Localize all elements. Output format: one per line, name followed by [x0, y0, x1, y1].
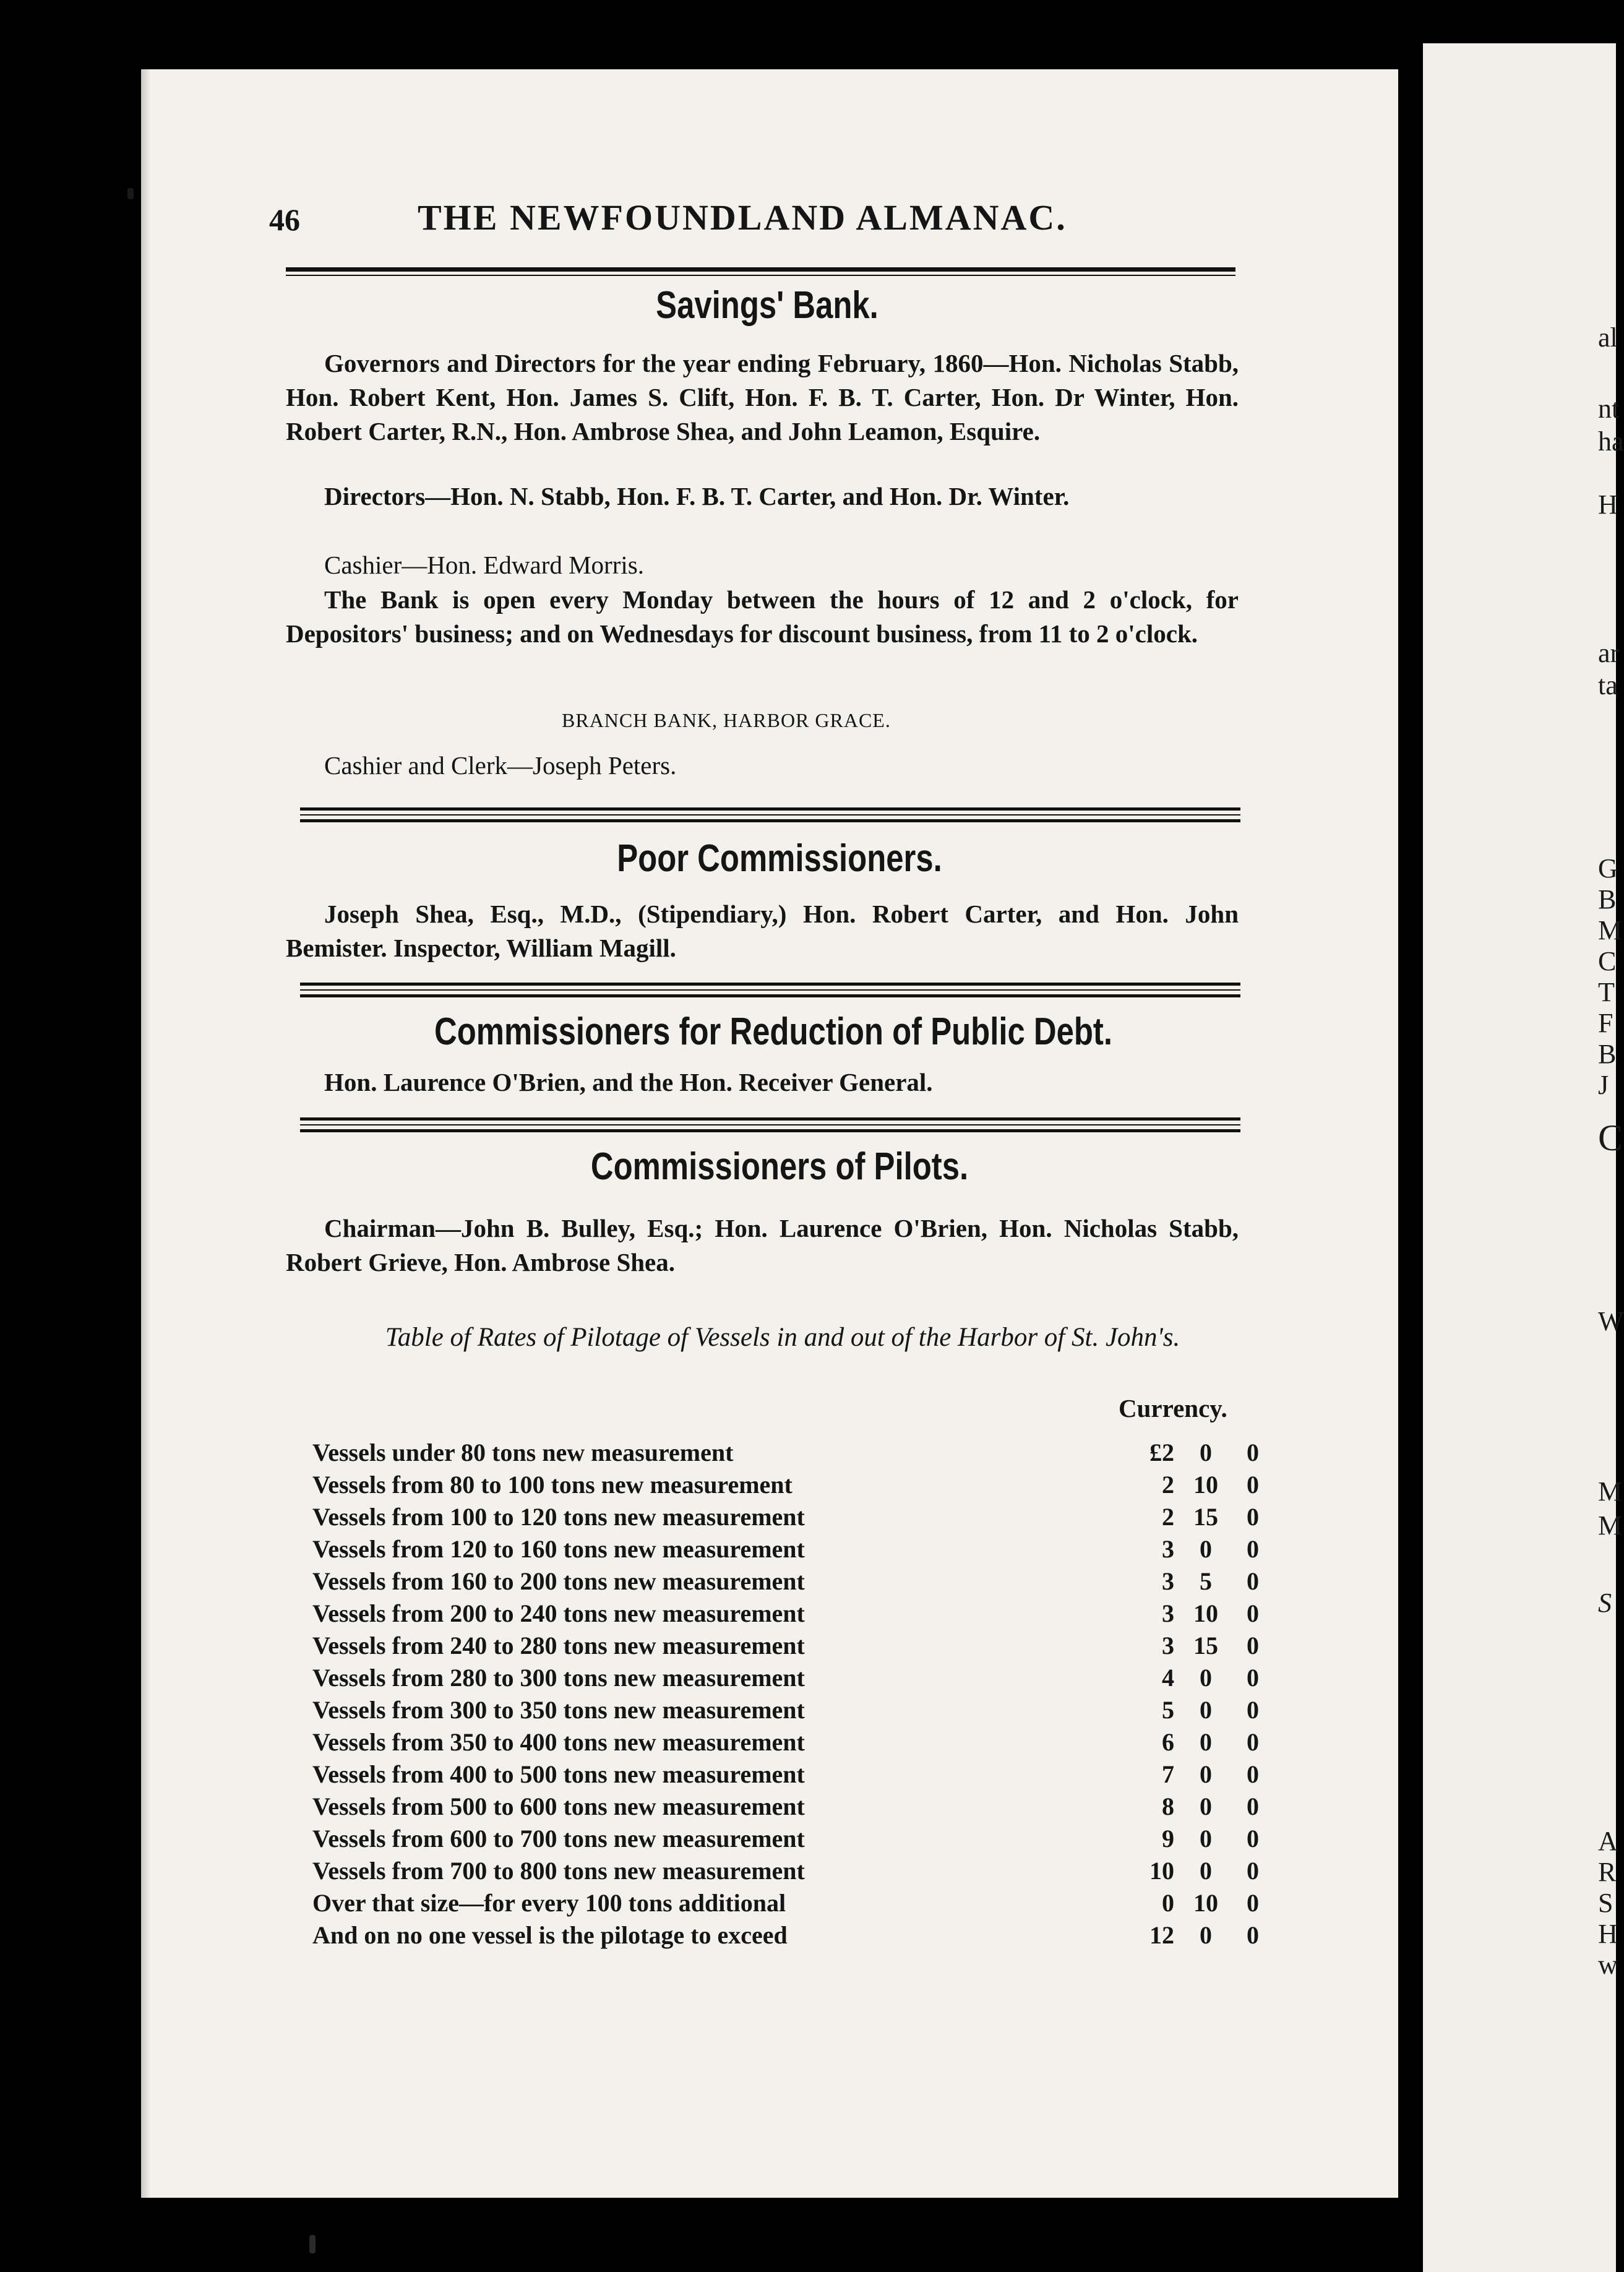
margin-mark: [127, 188, 134, 199]
rate-row: [312, 1630, 1278, 1662]
rate-pounds: 5: [1162, 1696, 1174, 1724]
rate-pounds: 3: [1162, 1567, 1174, 1595]
section-rule-thick: [300, 807, 1240, 811]
rate-pence: 0: [1247, 1728, 1259, 1756]
rate-shillings: 15: [1193, 1503, 1218, 1531]
rate-shillings: 0: [1200, 1825, 1212, 1852]
facing-fragment: M: [1598, 1476, 1623, 1507]
rate-pence: 0: [1247, 1760, 1259, 1788]
rate-pounds: 8: [1162, 1792, 1174, 1820]
rate-description: Vessels from 200 to 240 tons new measurement: [312, 1599, 805, 1627]
rate-shillings: 10: [1193, 1889, 1218, 1917]
rate-pounds: 7: [1162, 1760, 1174, 1788]
facing-fragment: w: [1598, 1950, 1618, 1980]
rate-pounds: £2: [1149, 1439, 1174, 1466]
rate-shillings: 0: [1200, 1696, 1212, 1724]
rate-shillings: 5: [1200, 1567, 1212, 1595]
header-rule-thin: [286, 275, 1235, 276]
rate-pence: 0: [1247, 1439, 1259, 1466]
rate-pence: 0: [1247, 1535, 1259, 1563]
section-rule-thick: [300, 1117, 1240, 1121]
pilotage-table-caption: Table of Rates of Pilotage of Vessels in and out of the Harbor of St. John's.: [385, 1323, 1180, 1352]
branch-bank-cashier: Cashier and Clerk—Joseph Peters.: [324, 751, 677, 780]
pilots-title: Commissioners of Pilots.: [590, 1145, 969, 1188]
pilotage-rate-table: [312, 1437, 1278, 1951]
facing-fragment: F: [1598, 1008, 1613, 1038]
rate-description: Vessels from 500 to 600 tons new measurement: [312, 1792, 805, 1820]
rate-pounds: 3: [1162, 1632, 1174, 1659]
facing-fragment: nt: [1598, 394, 1620, 424]
running-header: [269, 197, 1234, 240]
rate-row: [312, 1694, 1278, 1726]
rate-description: Vessels from 240 to 280 tons new measurement: [312, 1632, 805, 1659]
page-edge-shadow: [141, 69, 151, 2198]
savings-bank-title: Savings' Bank.: [656, 284, 879, 327]
rate-shillings: 0: [1200, 1535, 1212, 1563]
facing-fragment: A: [1598, 1826, 1618, 1856]
running-title: THE NEWFOUNDLAND ALMANAC.: [418, 197, 1067, 238]
rate-pence: 0: [1247, 1599, 1259, 1627]
rate-description: Vessels from 160 to 200 tons new measurement: [312, 1567, 805, 1595]
rate-description: Vessels under 80 tons new measurement: [312, 1439, 734, 1466]
rate-pence: 0: [1247, 1825, 1259, 1852]
rate-row: [312, 1855, 1278, 1887]
rate-pence: 0: [1247, 1471, 1259, 1499]
rate-row: [312, 1758, 1278, 1791]
facing-fragment: B: [1598, 884, 1617, 914]
rate-description: Vessels from 280 to 300 tons new measurement: [312, 1664, 805, 1692]
rate-shillings: 0: [1200, 1664, 1212, 1692]
rate-pounds: 3: [1162, 1599, 1174, 1627]
facing-fragment: R: [1598, 1857, 1617, 1887]
savings-bank-hours: The Bank is open every Monday between the hours of 12 and 2 o'clock, for Depositors' business; and on Wednesdays for discount business, from 11 to 2 o'clock.: [286, 585, 1239, 648]
rate-pounds: 0: [1162, 1889, 1174, 1917]
rate-shillings: 0: [1200, 1728, 1212, 1756]
section-rule-thick: [300, 994, 1240, 997]
section-rule-thin: [300, 814, 1240, 815]
rate-shillings: 15: [1193, 1632, 1218, 1659]
public-debt-title: Commissioners for Reduction of Public Debt.: [434, 1010, 1112, 1053]
margin-mark: [309, 2235, 316, 2253]
page-number: 46: [269, 202, 300, 237]
rate-description: Vessels from 350 to 400 tons new measurement: [312, 1728, 805, 1756]
section-rule-thick: [300, 983, 1240, 986]
section-rule-thick: [300, 1129, 1240, 1132]
rate-pence: 0: [1247, 1664, 1259, 1692]
rate-shillings: 0: [1200, 1439, 1212, 1466]
rate-shillings: 0: [1200, 1857, 1212, 1885]
rate-pounds: 4: [1162, 1664, 1174, 1692]
rate-pounds: 6: [1162, 1728, 1174, 1756]
facing-fragment: S: [1598, 1888, 1613, 1918]
rate-description: Vessels from 700 to 800 tons new measurement: [312, 1857, 805, 1885]
section-rule-thin: [300, 989, 1240, 991]
rate-description: Over that size—for every 100 tons additional: [312, 1889, 786, 1917]
rate-row: [312, 1501, 1278, 1533]
public-debt-text: Hon. Laurence O'Brien, and the Hon. Receiver General.: [324, 1068, 933, 1096]
branch-bank-heading: BRANCH BANK, HARBOR GRACE.: [562, 709, 891, 731]
facing-page-edge: [1423, 43, 1616, 2272]
rate-pounds: 10: [1149, 1857, 1174, 1885]
rate-description: Vessels from 80 to 100 tons new measurement: [312, 1471, 793, 1499]
rate-row: [312, 1437, 1278, 1469]
section-rule-thin: [300, 1124, 1240, 1125]
savings-bank-cashier: Cashier—Hon. Edward Morris.: [324, 551, 644, 579]
rate-row: [312, 1565, 1278, 1598]
poor-commissioners-text: Joseph Shea, Esq., M.D., (Stipendiary,) Hon. Robert Carter, and Hon. John Bemister. Inspector, William Magill.: [286, 900, 1239, 962]
facing-fragment: S: [1598, 1588, 1612, 1618]
rate-pounds: 9: [1162, 1825, 1174, 1852]
rate-pounds: 3: [1162, 1535, 1174, 1563]
rate-pence: 0: [1247, 1921, 1259, 1949]
facing-fragment: M: [1598, 1510, 1623, 1541]
rate-pence: 0: [1247, 1857, 1259, 1885]
currency-heading: Currency.: [1119, 1394, 1227, 1422]
rate-row: [312, 1726, 1278, 1758]
rate-shillings: 10: [1193, 1599, 1218, 1627]
facing-fragment: ta: [1598, 670, 1618, 700]
rate-row: [312, 1469, 1278, 1501]
facing-fragment: M: [1598, 915, 1623, 945]
facing-fragment: ar: [1598, 638, 1620, 668]
facing-fragment: al: [1598, 322, 1618, 353]
rate-description: Vessels from 100 to 120 tons new measurement: [312, 1503, 805, 1531]
rate-pence: 0: [1247, 1503, 1259, 1531]
rate-description: Vessels from 300 to 350 tons new measurement: [312, 1696, 805, 1724]
rate-row: [312, 1791, 1278, 1823]
rate-row: [312, 1887, 1278, 1919]
rate-pounds: 2: [1162, 1471, 1174, 1499]
rate-description: And on no one vessel is the pilotage to exceed: [312, 1921, 788, 1949]
savings-bank-directors: Directors—Hon. N. Stabb, Hon. F. B. T. Carter, and Hon. Dr. Winter.: [324, 482, 1070, 510]
rate-pence: 0: [1247, 1792, 1259, 1820]
facing-fragment: G: [1598, 853, 1618, 884]
rate-shillings: 0: [1200, 1760, 1212, 1788]
rate-row: [312, 1823, 1278, 1855]
rate-pence: 0: [1247, 1889, 1259, 1917]
rate-row: [312, 1662, 1278, 1694]
header-rule-thick: [286, 267, 1235, 272]
rate-pence: 0: [1247, 1632, 1259, 1659]
rate-description: Vessels from 120 to 160 tons new measurement: [312, 1535, 805, 1563]
rate-shillings: 0: [1200, 1792, 1212, 1820]
rate-row: [312, 1533, 1278, 1565]
rate-shillings: 10: [1193, 1471, 1218, 1499]
section-rule-thick: [300, 819, 1240, 822]
facing-fragment: B: [1598, 1039, 1617, 1069]
facing-fragment: J: [1598, 1070, 1609, 1100]
savings-bank-governors: Governors and Directors for the year ending February, 1860—Hon. Nicholas Stabb, Hon. Robert Kent, Hon. James S. Clift, Hon. F. B. T. Carter, Hon. Dr Winter, Hon. Robert Carter, R.N., Hon. Ambrose Shea, and John Leamon, Esquire.: [286, 349, 1239, 445]
rate-description: Vessels from 400 to 500 tons new measurement: [312, 1760, 805, 1788]
facing-fragment: T: [1598, 977, 1615, 1007]
facing-fragment: C: [1598, 946, 1617, 976]
rate-pence: 0: [1247, 1567, 1259, 1595]
facing-fragment: C: [1598, 1117, 1623, 1158]
rate-row: [312, 1598, 1278, 1630]
facing-fragment: H: [1598, 1919, 1618, 1949]
rate-pounds: 2: [1162, 1503, 1174, 1531]
rate-shillings: 0: [1200, 1921, 1212, 1949]
rate-pence: 0: [1247, 1696, 1259, 1724]
pilots-text: Chairman—John B. Bulley, Esq.; Hon. Laurence O'Brien, Hon. Nicholas Stabb, Robert Grieve, Hon. Ambrose Shea.: [286, 1214, 1239, 1276]
facing-fragment: ha: [1598, 426, 1624, 457]
rate-description: Vessels from 600 to 700 tons new measurement: [312, 1825, 805, 1852]
rate-pounds: 12: [1149, 1921, 1174, 1949]
facing-fragment: H: [1598, 489, 1618, 520]
facing-fragment: W: [1598, 1306, 1624, 1336]
rate-row: [312, 1919, 1278, 1951]
poor-commissioners-title: Poor Commissioners.: [617, 837, 942, 880]
